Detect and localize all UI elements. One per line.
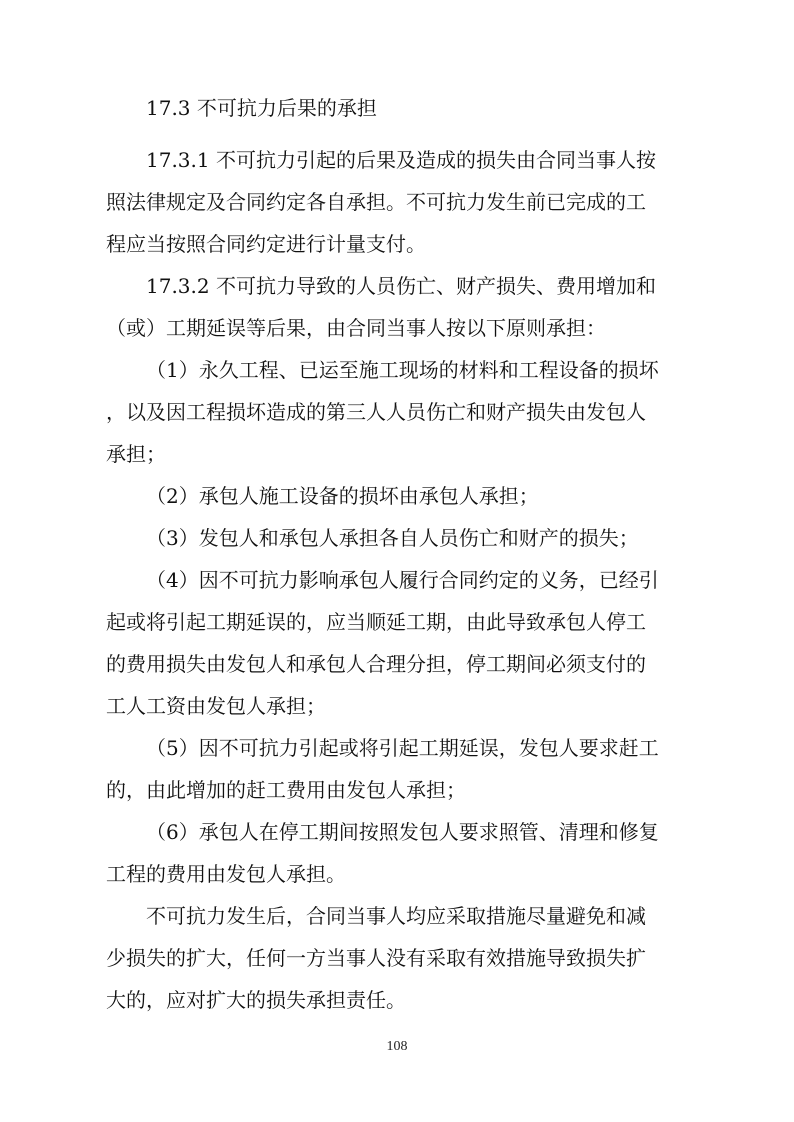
item-2-line-1: （2）承包人施工设备的损坏由承包人承担； — [146, 484, 539, 508]
item-4-line-3: 的费用损失由发包人和承包人合理分担，停工期间必须支付的 — [106, 652, 646, 676]
item-5-line-1: （5）因不可抗力引起或将引起工期延误，发包人要求赶工 — [146, 736, 659, 760]
section-heading: 17.3 不可抗力后果的承担 — [146, 96, 377, 120]
page-number: 108 — [386, 1039, 408, 1054]
item-1-line-2: ，以及因工程损坏造成的第三人人员伤亡和财产损失由发包人 — [106, 400, 646, 424]
clause-2-line-1: 17.3.2 不可抗力导致的人员伤亡、财产损失、费用增加和 — [146, 274, 656, 298]
item-6-line-2: 工程的费用由发包人承担。 — [106, 862, 346, 886]
item-1-line-3: 承担； — [106, 442, 166, 466]
closing-line-3: 大的，应对扩大的损失承担责任。 — [106, 988, 406, 1012]
item-4-line-1: （4）因不可抗力影响承包人履行合同约定的义务，已经引 — [146, 568, 659, 592]
item-1-line-1: （1）永久工程、已运至施工现场的材料和工程设备的损坏 — [146, 358, 659, 382]
clause-1-line-3: 程应当按照合同约定进行计量支付。 — [106, 232, 426, 256]
item-3-line-1: （3）发包人和承包人承担各自人员伤亡和财产的损失； — [146, 526, 639, 550]
item-5-line-2: 的，由此增加的赶工费用由发包人承担； — [106, 778, 466, 802]
item-4-line-2: 起或将引起工期延误的，应当顺延工期，由此导致承包人停工 — [106, 610, 646, 634]
clause-2-line-2: （或）工期延误等后果，由合同当事人按以下原则承担： — [106, 316, 606, 340]
item-4-line-4: 工人工资由发包人承担； — [106, 694, 326, 718]
clause-1-line-2: 照法律规定及合同约定各自承担。不可抗力发生前已完成的工 — [106, 190, 646, 214]
closing-line-2: 少损失的扩大，任何一方当事人没有采取有效措施导致损失扩 — [106, 946, 646, 970]
closing-line-1: 不可抗力发生后，合同当事人均应采取措施尽量避免和减 — [146, 904, 646, 928]
item-6-line-1: （6）承包人在停工期间按照发包人要求照管、清理和修复 — [146, 820, 659, 844]
clause-1-line-1: 17.3.1 不可抗力引起的后果及造成的损失由合同当事人按 — [146, 148, 656, 172]
